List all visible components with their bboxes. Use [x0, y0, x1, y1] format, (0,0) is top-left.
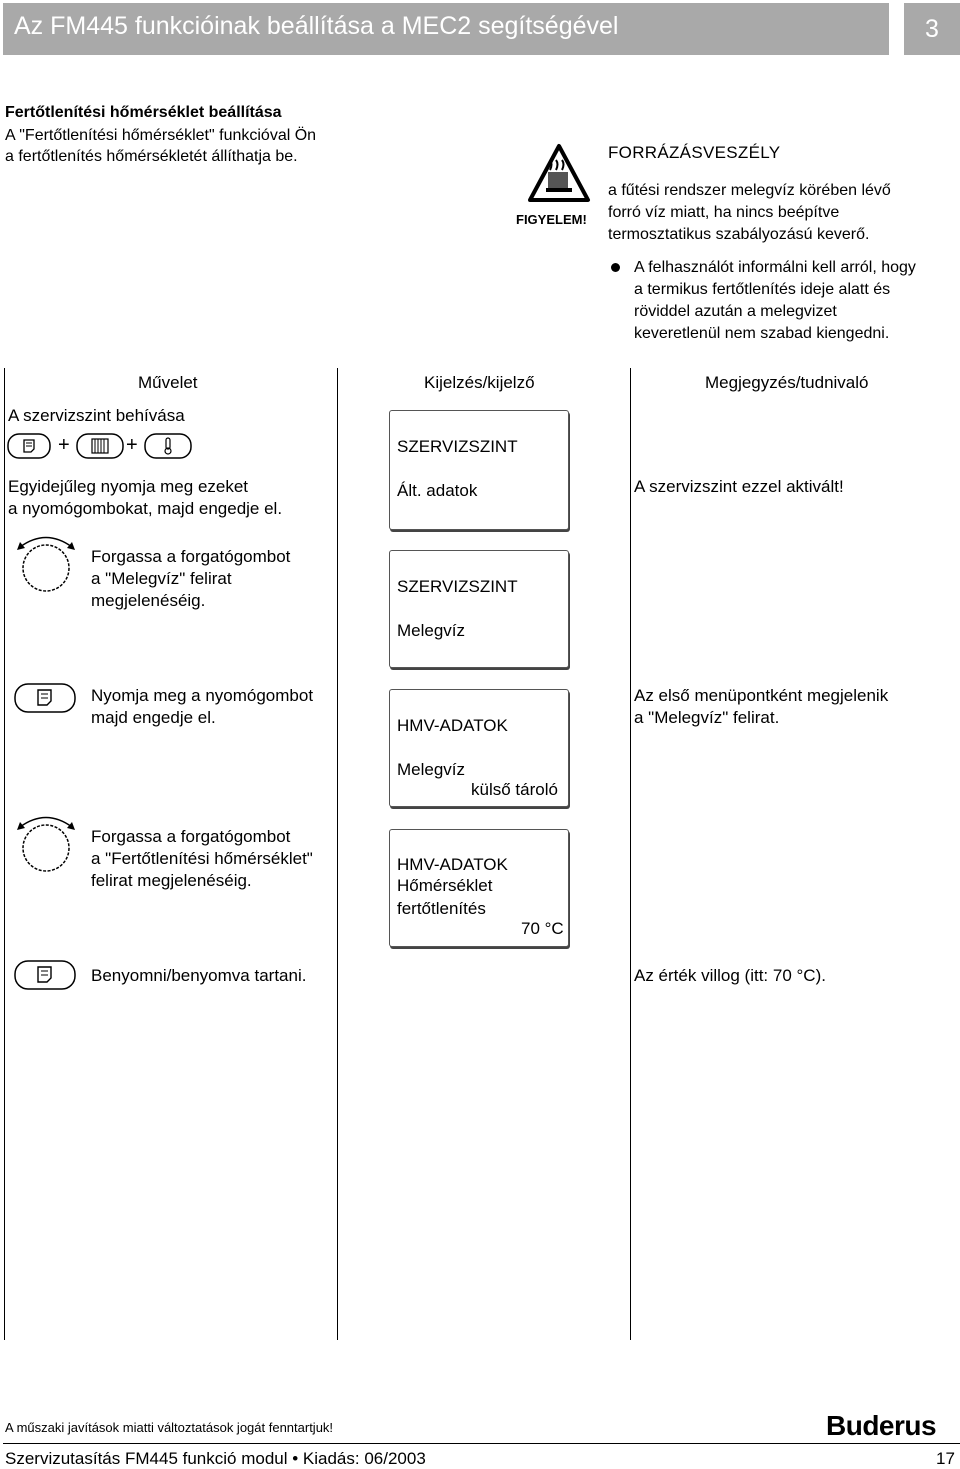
radiator-button-icon — [76, 433, 124, 464]
warning-bullet-2: a termikus fertőtlenítés ideje alatt és — [634, 281, 891, 298]
warning-bullet-1: A felhasználót informálni kell arról, hogy — [634, 259, 916, 276]
intro-line-2: a fertőtlenítés hőmérsékletét állíthatja be. — [5, 148, 298, 165]
warning-title: FORRÁZÁSVESZÉLY — [608, 143, 781, 162]
step1-instruction-2: a nyomógombokat, majd engedje el. — [8, 499, 283, 518]
lcd1-line-1: SZERVIZSZINT — [397, 437, 518, 456]
footer-doc-info: Szervizutasítás FM445 funkció modul • Kiadás: 06/2003 — [5, 1449, 426, 1468]
step4-instruction-2: a "Fertőtlenítési hőmérséklet" — [91, 849, 313, 868]
footer-divider — [3, 1443, 960, 1444]
lcd2-line-1: SZERVIZSZINT — [397, 577, 518, 596]
lcd4-line-2: Hőmérséklet — [397, 876, 493, 895]
warning-label: FIGYELEM! — [516, 212, 587, 227]
menu-button-icon — [14, 960, 76, 995]
step2-instruction-3: megjelenéséig. — [91, 591, 206, 610]
lcd3-line-2: Melegvíz — [397, 760, 466, 779]
warning-text-2: forró víz miatt, ha nincs beépítve — [608, 204, 840, 221]
warning-bullet-4: keveretlenül nem szabad kiengedni. — [634, 325, 890, 342]
warning-bullet-3: röviddel azután a melegvizet — [634, 303, 837, 320]
warning-text-1: a fűtési rendszer melegvíz körében lévő — [608, 182, 891, 199]
step1-note: A szervizszint ezzel aktivált! — [634, 477, 844, 496]
step3-note-1: Az első menüpontként megjelenik — [634, 686, 889, 705]
lcd2-line-2: Melegvíz — [397, 621, 466, 640]
chapter-number: 3 — [904, 3, 960, 55]
menu-button-icon — [7, 433, 51, 464]
rotary-knob-icon — [14, 530, 78, 599]
lcd-display-2 — [389, 550, 569, 668]
lcd1-line-2: Ált. adatok — [397, 481, 478, 500]
col-header-display: Kijelzés/kijelző — [424, 373, 535, 392]
col-header-note: Megjegyzés/tudnivaló — [705, 373, 869, 392]
footer-disclaimer: A műszaki javítások miatti változtatások jogát fenntartjuk! — [5, 1420, 334, 1435]
step2-instruction-1: Forgassa a forgatógombot — [91, 547, 291, 566]
step3-note-2: a "Melegvíz" felirat. — [634, 708, 780, 727]
bullet-icon — [611, 263, 620, 272]
warning-triangle-icon — [526, 142, 592, 209]
col-header-action: Művelet — [138, 373, 198, 392]
step4-instruction-1: Forgassa a forgatógombot — [91, 827, 291, 846]
lcd4-value: 70 °C — [521, 919, 564, 938]
step4-instruction-3: felirat megjelenéséig. — [91, 871, 252, 890]
step1-instruction-1: Egyidejűleg nyomja meg ezeket — [8, 477, 249, 496]
rotary-knob-icon — [14, 810, 78, 879]
thermometer-button-icon — [144, 433, 192, 464]
lcd-display-3 — [389, 689, 569, 807]
step5-instruction: Benyomni/benyomva tartani. — [91, 966, 307, 985]
lcd-display-4 — [389, 829, 569, 947]
table-line-1 — [337, 368, 338, 1340]
lcd3-line-3: külső tároló — [471, 780, 558, 799]
table-line-left — [4, 368, 5, 1340]
menu-button-icon — [14, 683, 76, 718]
step3-instruction-1: Nyomja meg a nyomógombot — [91, 686, 314, 705]
plus-sign-1: + — [58, 434, 70, 456]
page-number: 17 — [936, 1449, 955, 1468]
section-heading: Fertőtlenítési hőmérséklet beállítása — [5, 104, 282, 121]
intro-line-1: A "Fertőtlenítési hőmérséklet" funkcióval Ön — [5, 127, 317, 144]
lcd3-line-1: HMV-ADATOK — [397, 716, 508, 735]
step2-instruction-2: a "Melegvíz" felirat — [91, 569, 232, 588]
step1-title: A szervizszint behívása — [8, 406, 185, 425]
step5-note: Az érték villog (itt: 70 °C). — [634, 966, 826, 985]
lcd-display-1 — [389, 410, 569, 530]
brand-logo: Buderus — [826, 1410, 937, 1441]
lcd4-line-3: fertőtlenítés — [397, 899, 486, 918]
page-title: Az FM445 funkcióinak beállítása a MEC2 segítségével — [14, 12, 619, 40]
warning-text-3: termosztatikus szabályozású keverő. — [608, 226, 870, 243]
step3-instruction-2: majd engedje el. — [91, 708, 216, 727]
plus-sign-2: + — [126, 434, 138, 456]
lcd4-line-1: HMV-ADATOK — [397, 855, 508, 874]
table-line-2 — [630, 368, 631, 1340]
